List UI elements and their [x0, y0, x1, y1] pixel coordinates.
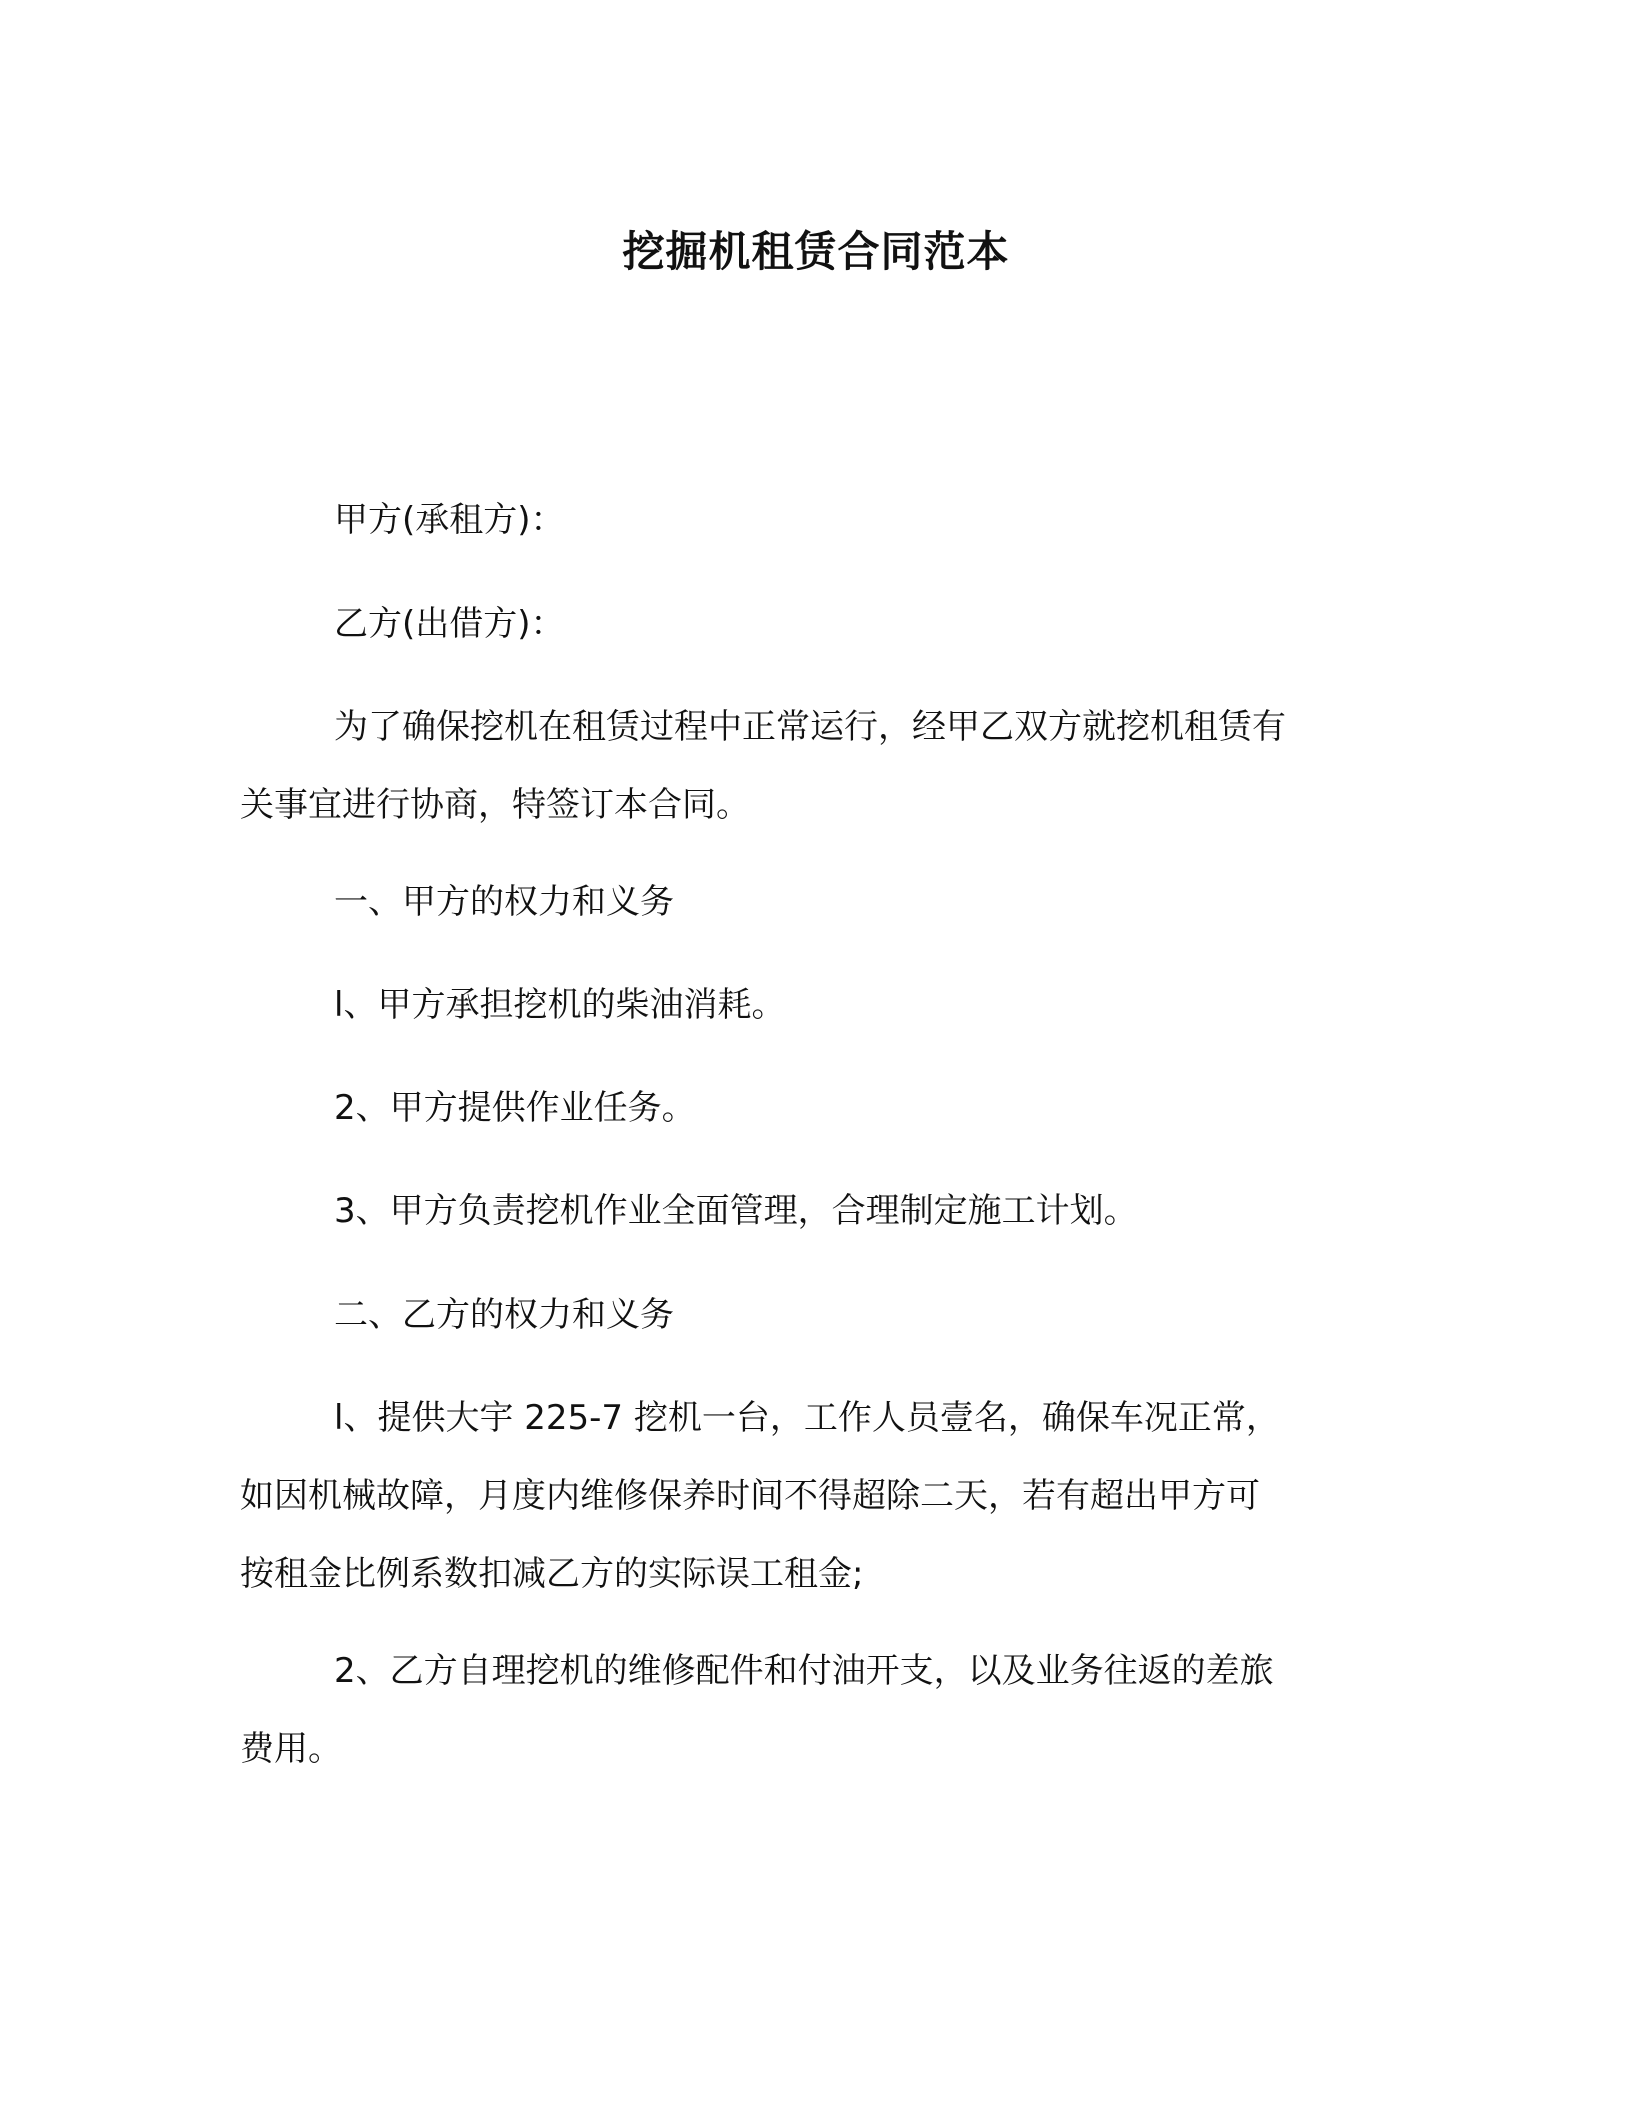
party-b-line	[240, 585, 1380, 663]
party-a-label: 甲方(承租方)：	[334, 500, 565, 540]
section-1-item-3	[240, 1172, 1380, 1250]
section-2-heading	[240, 1276, 1380, 1354]
section-2-item-2-line-1: 2、乙方自理挖机的维修配件和付油开支，以及业务往返的差旅	[334, 1651, 1274, 1691]
section-1-item-1	[240, 966, 1380, 1044]
section-1-item-2	[240, 1069, 1380, 1147]
section-1-item-1-text: l、甲方承担挖机的柴油消耗。	[334, 985, 786, 1025]
section-2-item-1-line-2: 如因机械故障，月度内维修保养时间不得超除二天，若有超出甲方可	[240, 1476, 1260, 1516]
section-2-item-1-line-1: l、提供大宇 225-7 挖机一台，工作人员壹名，确保车况正常，	[334, 1398, 1280, 1438]
intro-paragraph	[240, 688, 1380, 844]
section-1-item-3-text: 3、甲方负责挖机作业全面管理，合理制定施工计划。	[334, 1191, 1138, 1231]
section-2-item-1-line-3: 按租金比例系数扣减乙方的实际误工租金;	[240, 1554, 864, 1594]
section-2-item-1	[240, 1379, 1380, 1613]
party-b-label: 乙方(出借方)：	[334, 604, 565, 644]
intro-line-2: 关事宜进行协商，特签订本合同。	[240, 785, 750, 825]
section-2-item-2	[240, 1632, 1380, 1788]
section-2-heading-text: 二、乙方的权力和义务	[334, 1295, 674, 1335]
party-a-line	[240, 481, 1380, 559]
document-title: 挖掘机租赁合同范本	[622, 227, 1010, 276]
section-2-item-2-line-2: 费用。	[240, 1729, 342, 1769]
section-1-heading	[240, 863, 1380, 941]
section-1-heading-text: 一、甲方的权力和义务	[334, 882, 674, 922]
intro-line-1: 为了确保挖机在租赁过程中正常运行，经甲乙双方就挖机租赁有	[334, 707, 1286, 747]
section-1-item-2-text: 2、甲方提供作业任务。	[334, 1088, 696, 1128]
